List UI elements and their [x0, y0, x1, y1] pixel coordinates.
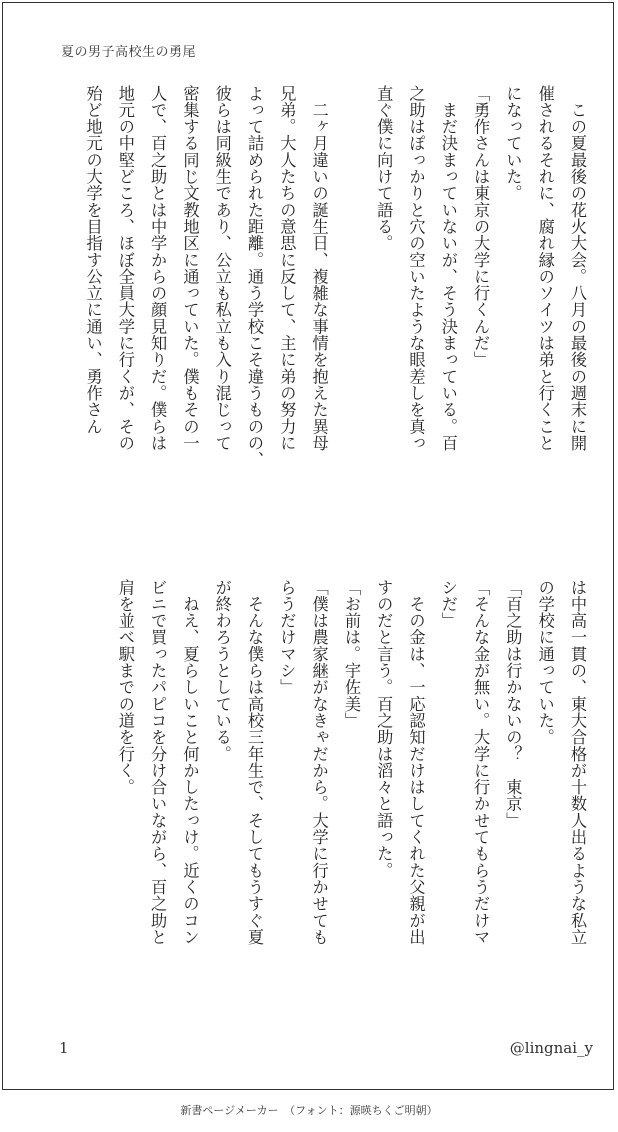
page-number: 1: [59, 1039, 69, 1057]
text-line: 兄弟。大人たちの意思に反して、主に弟の努力に: [277, 85, 297, 452]
text-line: 地元の中堅どころ、ほぼ全員大学に行くが、その: [115, 85, 135, 452]
text-line: 肩を並べ駅までの道を行く。: [115, 579, 135, 796]
footer-credit: 新書ページメーカー （フォント：源暎ちくご明朝）: [180, 1104, 438, 1117]
text-line: ビニで買ったパピコを分け合いながら、百之助と: [148, 579, 168, 946]
text-line: 之助はぽっかりと穴の空いたような眼差しを真っ: [406, 85, 426, 452]
text-line: 「勇作さんは東京の大学に行くんだ」: [471, 85, 491, 369]
blank-line: [335, 85, 367, 525]
text-line: 「そんな金が無い。大学に行かせてもらうだけマ: [471, 579, 491, 946]
text-line: シだ」: [438, 579, 458, 629]
text-line: この夏最後の花火大会。八月の最後の週末に開: [568, 85, 587, 452]
text-line: まだ決まっていないが、そう決まっている。百: [438, 85, 458, 452]
text-line: そんな僕らは高校三年生で、そしてもうすぐ夏: [245, 579, 265, 946]
text-line: 密集する同じ文教地区に通っていた。僕もその一: [180, 85, 200, 452]
text-block-upper: [43, 85, 593, 525]
text-line: は中高一貫の、東大合格が十数人出るような私立: [568, 579, 587, 946]
text-line: の学校に通っていた。: [535, 579, 555, 746]
text-line: その金は、一応認知だけはしてくれた父親が出: [406, 579, 426, 946]
text-line: 「お前は。宇佐美」: [341, 579, 361, 729]
running-title: 夏の男子高校生の勇尾: [61, 45, 197, 60]
text-line: が終わろうとしている。: [212, 579, 232, 763]
text-block-lower: [43, 579, 593, 1019]
text-line: になっていた。: [503, 85, 523, 202]
text-line: すのだと言う。百之助は滔々と語った。: [374, 579, 394, 879]
text-line: らうだけマシ」: [277, 579, 297, 696]
text-line: 殆ど地元の大学を目指す公立に通い、勇作さん: [83, 85, 103, 435]
text-line: 「僕は農家継がなきゃだから。大学に行かせても: [309, 579, 329, 946]
text-line: 人で、百之助とは中学からの顔見知りだ。僕らは: [148, 85, 168, 452]
author-handle: @lingnai_y: [509, 1039, 593, 1057]
text-line: 彼らは同級生であり、公立も私立も入り混じって: [212, 85, 232, 452]
text-line: よって詰められた距離。通う学校こそ違うものの、: [245, 85, 265, 468]
manuscript-page: [2, 2, 614, 1090]
text-line: 「百之助は行かないの？ 東京」: [503, 579, 523, 829]
text-line: ねえ、夏らしいこと何かしたっけ。近くのコン: [180, 579, 200, 946]
text-line: 催されるそれに、腐れ縁のソイツは弟と行くこと: [535, 85, 555, 452]
text-line: 二ヶ月違いの誕生日、複雑な事情を抱えた異母: [309, 85, 329, 452]
text-line: 直ぐ僕に向けて語る。: [374, 85, 394, 252]
